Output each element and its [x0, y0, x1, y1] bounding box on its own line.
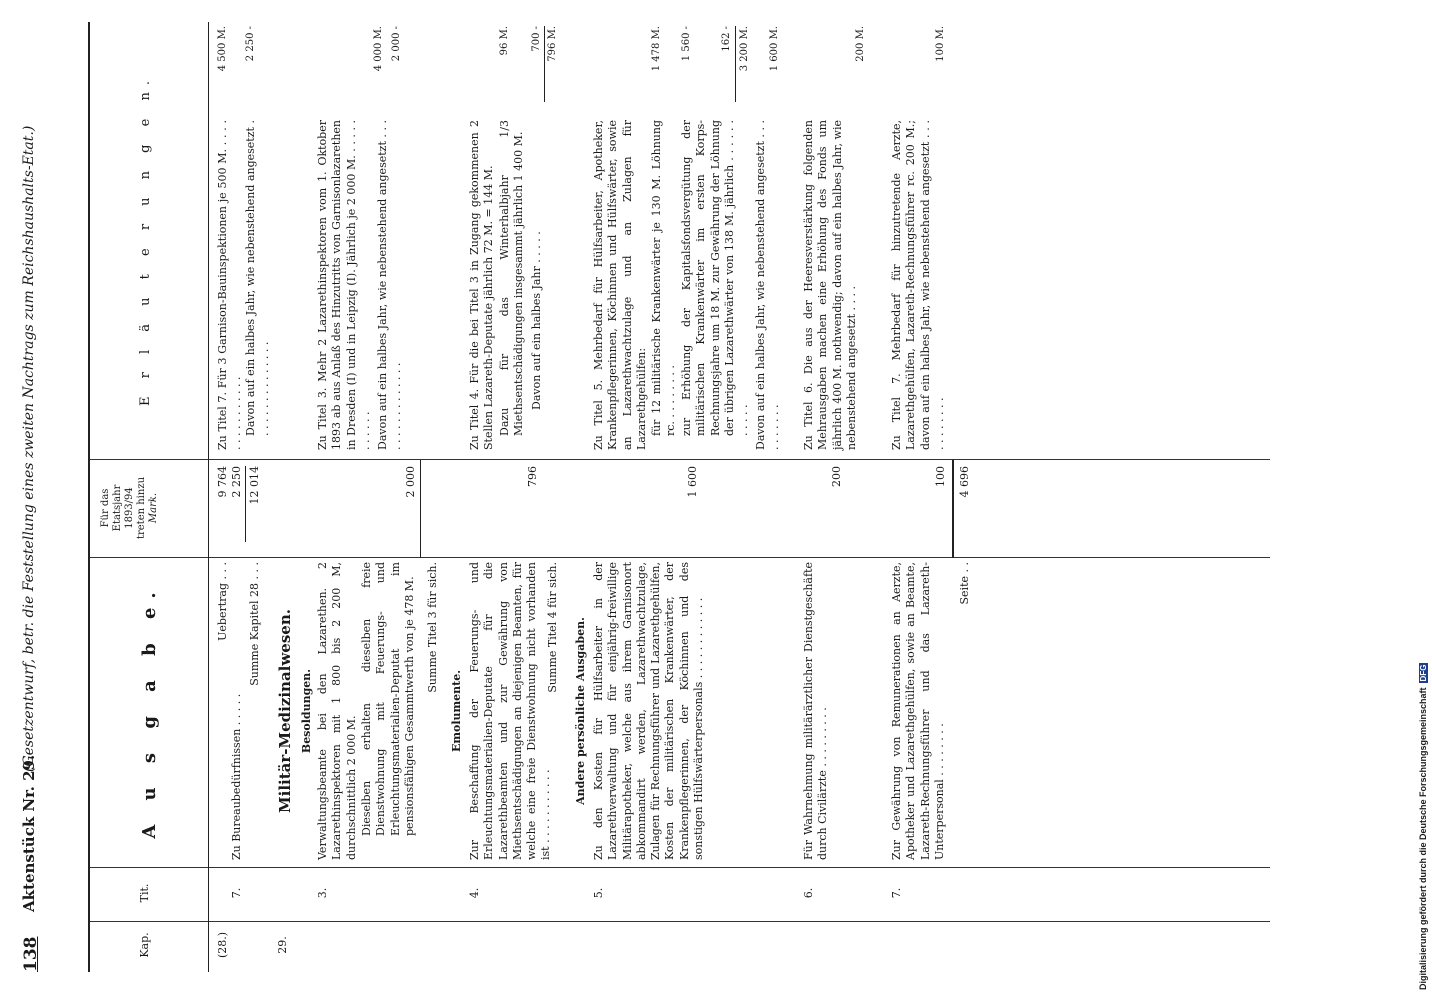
divider	[90, 921, 1270, 922]
side-amount: 1 600 M.	[769, 26, 780, 72]
side-amount: 3 200 M.	[739, 26, 750, 72]
tit-number: 6.	[802, 887, 815, 899]
tit-number: 7.	[230, 887, 243, 899]
erlaeuterung-text: Zu Titel 6. Die aus der Heeresverstärkung folgenden Mehrausgaben machen eine Erhöhung des Fonds um jährlich 400 M. nothwendig; davon auf ein halbes Jahr, wie nebenstehend angesetzt . . . .	[802, 120, 858, 450]
column-header-kap: Kap.	[138, 932, 151, 958]
column-header-betrag	[100, 462, 160, 554]
ausgabe-text: Für Wahrnehmung militärärztlicher Dienstgeschäfte durch Civilärzte . . . . . . . . .	[802, 562, 830, 860]
erlaeuterung-text: Zu Titel 5. Mehrbedarf für Hülfsarbeiter, Apotheker, Krankenpflegerinnen, Köchinnen und Hülfswärter, sowie an Lazarethwachtzulage und an Zulagen für Lazarethgehülfen:	[592, 120, 648, 450]
page-title: (Gesetzentwurf, betr. die Feststellung eines zweiten Nachtrags zum Reichshaushalts-Etat.)	[21, 125, 37, 772]
erlaeuterung-text: Zu Titel 4. Für die bei Titel 3 in Zugang gekommenen 2 Stellen Lazareth-Deputate jährlich 72 M. = 144 M.	[468, 120, 496, 450]
betrag-line: treten hinzu	[136, 476, 147, 540]
column-header-erlaeuterungen: E r l ä u t e r u n g e n.	[138, 74, 153, 406]
erlaeuterung-text: Zu Titel 3. Mehr 2 Lazarethinspektoren vom 1. Oktober 1893 ab aus Anlaß des Hinzutritts von Garnisonlazarethen in Dresden (I) und in Leipzig (I). Jährlich je 2 000 M. . . . . . . . . . . .	[316, 120, 372, 450]
side-amount: 700 -	[531, 26, 542, 52]
ausgabe-text: Zu den Kosten für Hülfsarbeiter in der Lazarethverwaltung und für einjährig-freiwillige Militärapotheker, welche aus ihrem Garnisonort abkommandirt werden, Lazarethwachtzulage, Zulagen für Rechnungsführer und Lazarethgehülfen, Kosten der militärischen Krankenwärter, der Krankenpflegerinnen, der Köchinnen und des sonstigen Hülfswärterpersonals . . . . . . . . . . . .	[592, 562, 706, 860]
ausgabe-text: Verwaltungsbeamte bei den Lazarethen. 2 Lazarethinspektoren mit 1 800 bis 2 200 M, durchschnittlich 2 000 M.	[316, 562, 358, 860]
subsection-heading: Andere persönliche Ausgaben.	[574, 617, 587, 805]
amount: 1 600	[686, 466, 699, 498]
side-amount: 796 M.	[547, 26, 558, 62]
column-header-ausgabe: A u s g a b e.	[139, 583, 160, 839]
amount: 2 000	[404, 466, 417, 498]
page-number: 138	[21, 936, 41, 972]
attachment-reference: Aktenstück Nr. 29.	[20, 754, 38, 912]
summe-label: Summe Titel 3 für sich.	[426, 562, 439, 693]
dfg-logo: DFG	[1419, 664, 1428, 682]
erlaeuterung-text: Zu Titel 7. Mehrbedarf für hinzutretende Aerzte, Lazarethgehülfen, Lazareth-Rechnungsführer rc. 200 M.; davon auf ein halbes Jahr, wie nebenstehend angesetzt . . . . . . . . . . .	[890, 120, 946, 450]
tit-number: 7.	[890, 887, 903, 899]
header-rule	[208, 22, 209, 972]
tit-number: 5.	[592, 887, 605, 899]
erlaeuterung-text: Dazu für das Winterhalbjahr 1/3 Miethsentschädigungen insgesammt jährlich 1 400 M.	[498, 120, 526, 436]
ausgabe-text: Zur Gewährung von Remunerationen an Aerzte, Apotheker und Lazarethgehülfen, sowie an Beamte, Lazareth-Rechnungsführer und das Lazareth-Unterpersonal . . . . . . . .	[890, 562, 946, 860]
side-amount: 1 478 M.	[651, 26, 662, 72]
side-amount: 4 500 M.	[217, 26, 228, 72]
seite-label: Seite . .	[958, 562, 971, 605]
erlaeuterung-text: Zu Titel 7. Für 3 Garnison-Bauinspektionen je 500 M. . . . . . . . . . . . . . . .	[216, 120, 244, 450]
kap-number: 29.	[276, 936, 289, 954]
amount: 4 696	[958, 466, 971, 498]
tit-number: 3.	[316, 887, 329, 899]
ausgabe-text: Zur Beschaffung der Feuerungs- und Erleuchtungsmaterialien-Deputate für die Lazarethbeamten und zur Gewährung von Miethsentschädigungen an diejenigen Beamten, für welche eine freie Dienstwohnung nicht vorhanden ist . . . . . . . . . . .	[468, 562, 553, 860]
summe-label: Summe Kapitel 28 . . .	[248, 562, 261, 686]
kap-number: (28.)	[216, 931, 229, 959]
betrag-line: Etatsjahr	[112, 484, 123, 532]
running-head	[12, 32, 52, 972]
amount: 796	[526, 466, 539, 487]
amount: 2 250	[230, 466, 243, 498]
sum-rule	[735, 26, 736, 102]
betrag-line: 1893/94	[124, 487, 135, 529]
side-amount: 4 000 M.	[373, 26, 384, 72]
side-amount: 2 250 -	[245, 26, 256, 62]
side-amount: 200 M.	[855, 26, 866, 62]
sum-rule	[544, 26, 545, 102]
erlaeuterung-text: Davon auf ein halbes Jahr, wie nebenstehend angesetzt . . . . . . . . . .	[754, 120, 782, 450]
summe-label: Summe Titel 4 für sich.	[546, 562, 559, 693]
subsection-heading: Besoldungen.	[300, 668, 313, 754]
dfg-credit	[1418, 610, 1430, 990]
side-amount: 1 560 -	[681, 26, 692, 62]
side-amount: 162 -	[721, 26, 732, 52]
sum-rule	[420, 460, 421, 558]
ausgabe-text: Zu Bureaubedürfnissen . . . . .	[230, 693, 243, 860]
section-heading: Militär-Medizinalwesen.	[276, 609, 294, 813]
budget-table	[88, 22, 1270, 972]
side-amount: 96 M.	[499, 26, 510, 56]
uebertrag-label: Uebertrag . . .	[216, 562, 229, 641]
divider	[90, 459, 1270, 460]
sum-rule	[952, 460, 954, 558]
amount: 100	[934, 466, 947, 487]
side-amount: 100 M.	[935, 26, 946, 62]
tit-number: 4.	[468, 887, 481, 899]
erlaeuterung-text: Davon auf ein halbes Jahr, wie nebenstehend angesetzt . . . . . . . . . . . . . . .	[244, 120, 272, 436]
betrag-line: Für das	[100, 488, 111, 528]
amount: 9 764	[216, 466, 229, 498]
divider	[90, 557, 1270, 558]
erlaeuterung-text: zur Erhöhung der Kapitalsfondsvergütung der militärischen Krankenwärter im ersten Korps-Rechnungsjahre um 18 M. zur Gewährung der Löhnung der übrigen Lazarethwärter von 138 M. jährlich . . . . . . . . . . .	[680, 120, 751, 436]
erlaeuterung-text: Davon auf ein halbes Jahr, wie nebenstehend angesetzt . . . . . . . . . . . . . . . .	[376, 120, 404, 450]
column-header-tit: Tit.	[138, 883, 151, 903]
amount: 200	[830, 466, 843, 487]
betrag-line: Mark.	[148, 492, 159, 524]
divider	[90, 867, 1270, 868]
erlaeuterung-text: für 12 militärische Krankenwärter je 130 M. Löhnung rc. . . . . . . . .	[650, 120, 678, 436]
sum-rule	[245, 466, 246, 542]
dfg-credit-text: Digitalisierung gefördert durch die Deutsche Forschungsgemeinschaft	[1418, 687, 1428, 990]
ausgabe-text: Dieselben erhalten dieselben freie Dienstwohnung mit Feuerungs- und Erleuchtungsmaterialien-Deputat im pensionsfähigen Gesammtwerth von je 478 M.	[360, 562, 416, 836]
erlaeuterung-text: Davon auf ein halbes Jahr . . . . .	[530, 231, 543, 410]
amount: 12 014	[248, 466, 261, 505]
side-amount: 2 000 -	[391, 26, 402, 62]
subsection-heading: Emolumente.	[450, 669, 463, 753]
